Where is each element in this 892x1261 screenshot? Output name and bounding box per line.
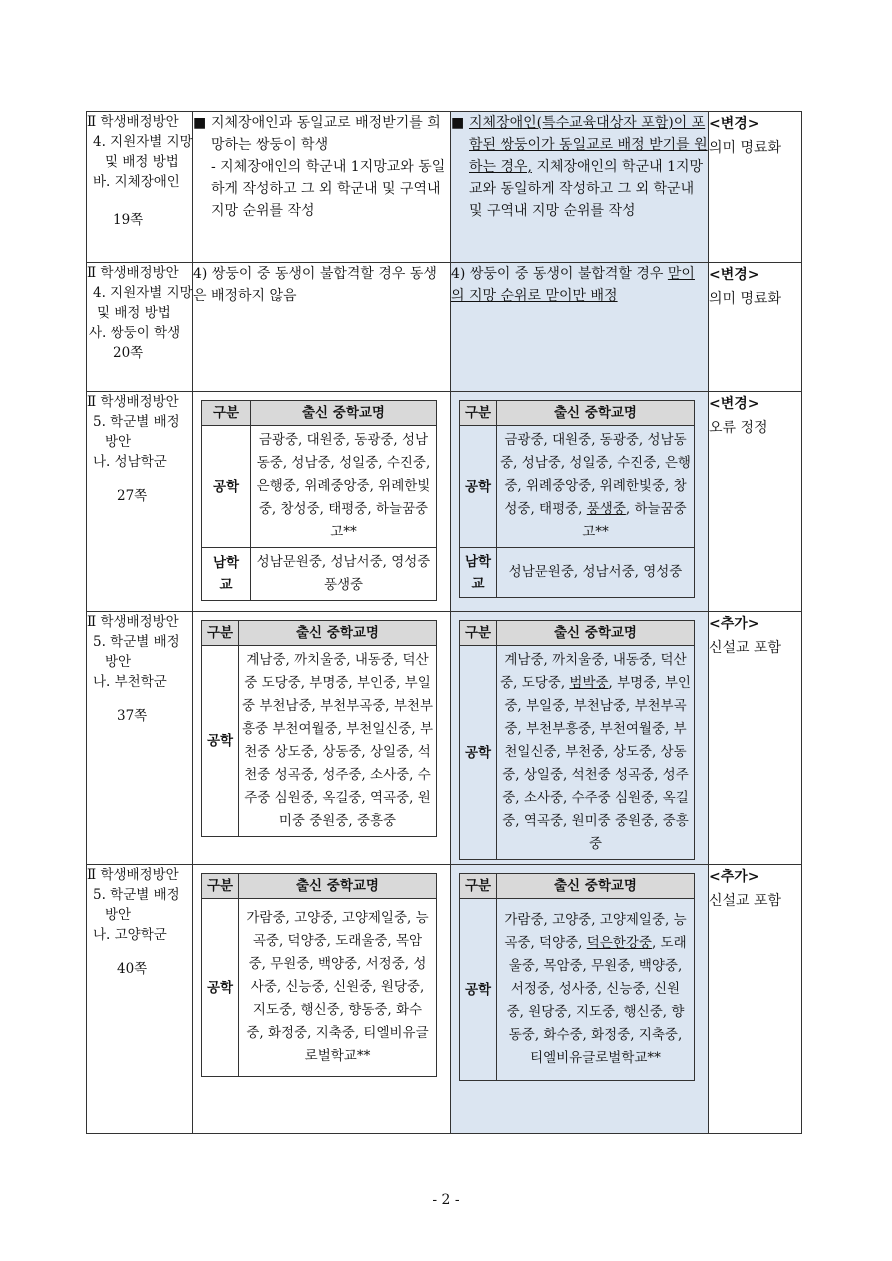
col-header-schools: 출신 중학교명	[497, 401, 695, 426]
new-table-cell	[451, 612, 709, 865]
section-cell: Ⅱ 학생배정방안 5. 학군별 배정 방안 나. 부천학군 37쪽	[87, 612, 193, 865]
school-table	[459, 873, 695, 1081]
table-row	[87, 865, 802, 1134]
table-row	[87, 263, 802, 392]
old-text-cell: 4) 쌍둥이 중 동생이 불합격할 경우 동생은 배정하지 않음	[193, 263, 451, 392]
page-number: - 2 -	[432, 1192, 460, 1208]
col-header-schools: 출신 중학교명	[239, 874, 437, 899]
section-cell: Ⅱ 학생배정방안 5. 학군별 배정 방안 나. 고양학군 40쪽	[87, 865, 193, 1134]
col-header-schools: 출신 중학교명	[497, 621, 695, 646]
old-text-cell: ■ 지체장애인과 동일교로 배정받기를 희망하는 쌍둥이 학생 - 지체장애인의 학군내 1지망교와 동일하게 작성하고 그 외 학군내 및 구역내지망 순위를 작성	[193, 112, 451, 263]
table-row: 공학 가람중, 고양중, 고양제일중, 능곡중, 덕양중, 덕은한강중, 도래울중, 목암중, 무원중, 백양중, 서정중, 성사중, 신능중, 신원중, 원당중, 지도중, 행신중, 향동중, 화수중, 화정중, 지축중, 티엘비유글로벌학교**	[460, 899, 695, 1081]
section-cell: Ⅱ 학생배정방안 4. 지원자별 지망 및 배정 방법 바. 지체장애인 19쪽	[87, 112, 193, 263]
old-table-cell	[193, 612, 451, 865]
col-header-schools: 출신 중학교명	[239, 621, 437, 646]
section-cell: Ⅱ 학생배정방안 5. 학군별 배정 방안 나. 성남학군 27쪽	[87, 392, 193, 612]
col-header-schools: 출신 중학교명	[497, 874, 695, 899]
school-table	[459, 400, 695, 598]
bullet-square-icon: ■	[193, 115, 207, 131]
col-header-schools: 출신 중학교명	[251, 401, 437, 426]
school-table	[201, 873, 437, 1077]
new-table-cell	[451, 865, 709, 1134]
table-row: 공학 가람중, 고양중, 고양제일중, 능곡중, 덕양중, 도래울중, 목암중, 무원중, 백양중, 서정중, 성사중, 신능중, 신원중, 원당중, 지도중, 행신중, 향동중, 화수중, 화정중, 지축중, 티엘비유글로벌학교**	[202, 899, 437, 1077]
school-table	[459, 620, 695, 860]
table-row	[87, 392, 802, 612]
table-row: 공학 금광중, 대원중, 동광중, 성남동중, 성남중, 성일중, 수진중, 은행중, 위례중앙중, 위례한빛중, 창성중, 태평중, 풍생중, 하늘꿈중고**	[460, 426, 695, 548]
school-table	[201, 400, 437, 601]
new-text-cell: 4) 쌍둥이 중 동생이 불합격할 경우 맏이의 지망 순위로 맏이만 배정	[451, 263, 709, 392]
note-cell: <추가> 신설교 포함	[709, 612, 802, 865]
table-row: 공학 계남중, 까치울중, 내동중, 덕산중 도당중, 부명중, 부인중, 부일중 부천남중, 부천부곡중, 부천부흥중 부천여월중, 부천일신중, 부천중 상도중, 상동중, 상일중, 석천중 성곡중, 성주중, 소사중, 수주중 심원중, 옥길중, 역곡중, 원미중 중원중, 중흥중	[202, 646, 437, 837]
table-row: 남학교 성남문원중, 성남서중, 영성중	[460, 548, 695, 598]
table-row: 공학 계남중, 까치울중, 내동중, 덕산중, 도당중, 범박중, 부명중, 부인중, 부일중, 부천남중, 부천부곡중, 부천부흥중, 부천여월중, 부천일신중, 부천중, 상도중, 상동중, 상일중, 석천중 성곡중, 성주중, 소사중, 수주중 심원중, 옥길중, 역곡중, 원미중 중원중, 중흥중	[460, 646, 695, 860]
school-table	[201, 620, 437, 837]
note-cell: <변경> 의미 명료화	[709, 263, 802, 392]
new-text-cell: ■ 지체장애인(특수교육대상자 포함)이 포함된 쌍둥이가 동일교로 배정 받기를 원하는 경우, 지체장애인의 학군내 1지망교와 동일하게 작성하고 그 외 학군내 및 구역내 지망 순위를 작성	[451, 112, 709, 263]
note-cell: <변경> 오류 정정	[709, 392, 802, 612]
comparison-table	[86, 111, 802, 1134]
section-cell: Ⅱ 학생배정방안 4. 지원자별 지망 및 배정 방법 사. 쌍둥이 학생 20쪽	[87, 263, 193, 392]
table-row	[87, 112, 802, 263]
table-row: 남학교 성남문원중, 성남서중, 영성중 풍생중	[202, 548, 437, 601]
note-cell: <변경> 의미 명료화	[709, 112, 802, 263]
bullet-square-icon: ■	[451, 115, 465, 131]
note-cell: <추가> 신설교 포함	[709, 865, 802, 1134]
table-row: 공학 금광중, 대원중, 동광중, 성남동중, 성남중, 성일중, 수진중, 은행중, 위례중앙중, 위례한빛중, 창성중, 태평중, 하늘꿈중고**	[202, 426, 437, 548]
col-header-group: 구분	[460, 621, 497, 646]
table-row	[87, 612, 802, 865]
old-table-cell	[193, 865, 451, 1134]
col-header-group: 구분	[460, 874, 497, 899]
new-table-cell	[451, 392, 709, 612]
col-header-group: 구분	[202, 874, 239, 899]
old-table-cell	[193, 392, 451, 612]
col-header-group: 구분	[202, 401, 251, 426]
col-header-group: 구분	[202, 621, 239, 646]
col-header-group: 구분	[460, 401, 497, 426]
